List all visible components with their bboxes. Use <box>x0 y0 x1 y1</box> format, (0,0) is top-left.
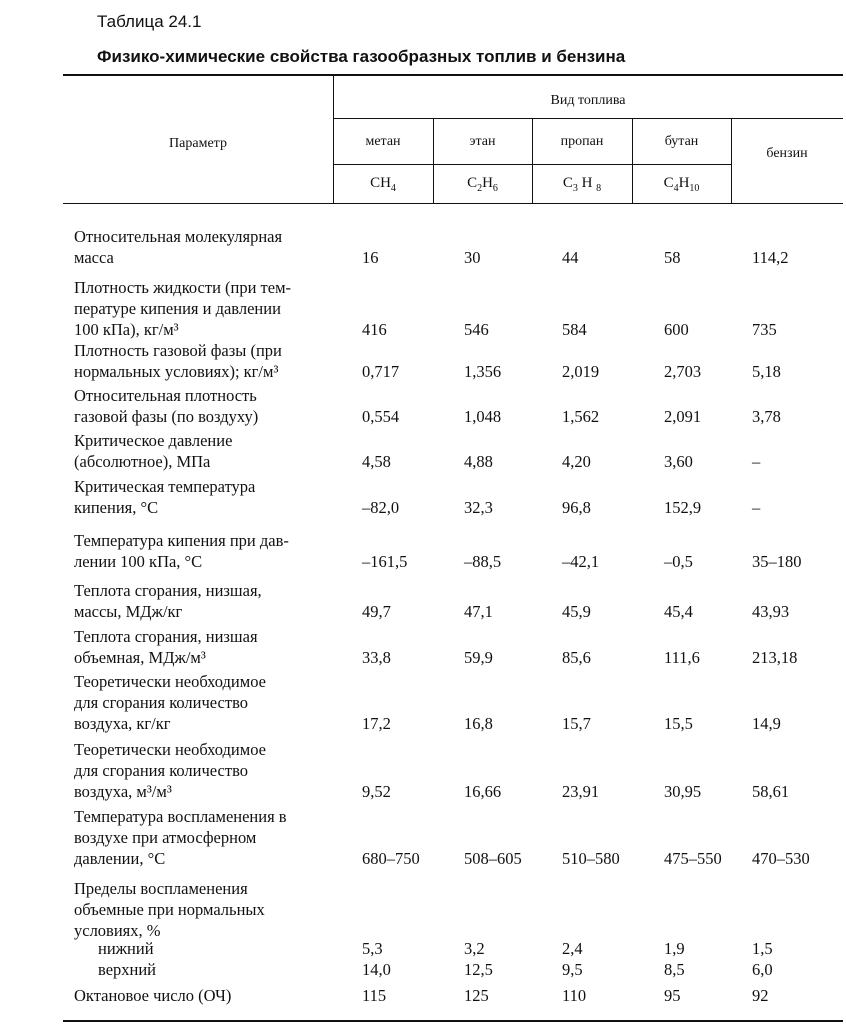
row-parameter-line: Относительная плотность <box>74 386 257 405</box>
row-value: 2,703 <box>664 362 702 381</box>
row-value: 213,18 <box>752 648 798 667</box>
row-parameter-line: Критическая температура <box>74 477 256 496</box>
row-value: 85,6 <box>562 648 591 667</box>
row-parameter-line: Теоретически необходимое <box>74 672 266 691</box>
row-value: –82,0 <box>362 498 400 517</box>
row-value: 6,0 <box>752 960 773 979</box>
row-parameter <box>74 878 344 941</box>
row-value: 58,61 <box>752 782 790 801</box>
row-value: 9,5 <box>562 960 583 979</box>
row-value: 16,8 <box>464 714 493 733</box>
header-fuel-gasoline: бензин <box>766 146 808 161</box>
row-value: 43,93 <box>752 602 790 621</box>
row-value: 1,9 <box>664 939 685 958</box>
row-value: 14,0 <box>362 960 391 979</box>
row-parameter-line: давлении, °С <box>74 849 166 868</box>
row-value: 416 <box>362 320 387 339</box>
row-value: 45,9 <box>562 602 591 621</box>
row-value: 475–550 <box>664 849 722 868</box>
row-value: 1,562 <box>562 407 600 426</box>
row-parameter-line: лении 100 кПа, °С <box>74 552 203 571</box>
row-parameter-line: массы, МДж/кг <box>74 602 183 621</box>
row-value: 3,2 <box>464 939 485 958</box>
row-value: 5,3 <box>362 939 383 958</box>
row-parameter-line: нижний <box>98 939 154 958</box>
row-value: –161,5 <box>362 552 408 571</box>
row-parameter-line: Плотность газовой фазы (при <box>74 341 282 360</box>
row-parameter <box>74 340 344 382</box>
row-parameter-line: Теоретически необходимое <box>74 740 266 759</box>
row-value: –0,5 <box>664 552 693 571</box>
row-parameter <box>74 985 344 1006</box>
row-parameter-line: для сгорания количество <box>74 693 248 712</box>
row-value: 546 <box>464 320 489 339</box>
row-value: 1,5 <box>752 939 773 958</box>
formula-ethane: $C_2H_6$ <box>467 175 498 194</box>
row-parameter-line: объемная, МДж/м³ <box>74 648 206 667</box>
header-divider-fuel-type <box>333 118 843 119</box>
row-value: 45,4 <box>664 602 693 621</box>
row-value: – <box>752 498 761 517</box>
row-value: 49,7 <box>362 602 391 621</box>
row-value: 44 <box>562 248 579 267</box>
row-parameter-line: условиях, % <box>74 921 161 940</box>
row-parameter-line: масса <box>74 248 114 267</box>
row-parameter <box>74 671 344 734</box>
row-value: 152,9 <box>664 498 702 517</box>
row-parameter-line: Теплота сгорания, низшая <box>74 627 258 646</box>
row-value: 15,7 <box>562 714 591 733</box>
row-value: 2,019 <box>562 362 600 381</box>
row-value: 0,554 <box>362 407 400 426</box>
row-value: 470–530 <box>752 849 810 868</box>
row-value: –42,1 <box>562 552 600 571</box>
row-parameter-line: воздухе при атмосферном <box>74 828 257 847</box>
row-parameter-line: Теплота сгорания, низшая, <box>74 581 262 600</box>
row-value: 0,717 <box>362 362 400 381</box>
row-value: 5,18 <box>752 362 781 381</box>
header-fuel-methane: метан <box>365 134 401 149</box>
header-bottom-rule <box>63 203 843 204</box>
header-fuel-butane: бутан <box>664 134 699 149</box>
row-value: 9,52 <box>362 782 391 801</box>
row-value: 1,048 <box>464 407 502 426</box>
row-value: 58 <box>664 248 681 267</box>
header-fuel-type: Вид топлива <box>550 93 626 108</box>
row-value: 735 <box>752 320 777 339</box>
row-parameter <box>74 476 344 518</box>
formula-methane: $CH_4$ <box>370 175 396 194</box>
row-parameter-line: для сгорания количество <box>74 761 248 780</box>
row-parameter-line: кипения, °С <box>74 498 159 517</box>
row-parameter <box>98 938 368 959</box>
row-value: 2,091 <box>664 407 702 426</box>
row-parameter <box>74 226 344 268</box>
row-parameter <box>74 530 344 572</box>
row-parameter-line: Октановое число (ОЧ) <box>74 986 232 1005</box>
row-parameter-line: пературе кипения и давлении <box>74 299 281 318</box>
row-value: 3,78 <box>752 407 781 426</box>
row-value: 2,4 <box>562 939 583 958</box>
row-value: 110 <box>562 986 587 1005</box>
formula-propane: $C_3$ H $_8$ <box>562 175 602 194</box>
row-value: 17,2 <box>362 714 391 733</box>
row-parameter-line: газовой фазы (по воздуху) <box>74 407 259 426</box>
row-value: 680–750 <box>362 849 420 868</box>
row-parameter-line: Пределы воспламенения <box>74 879 248 898</box>
row-parameter-line: верхний <box>98 960 157 979</box>
row-parameter-line: Плотность жидкости (при тем- <box>74 278 292 297</box>
row-parameter <box>74 580 344 622</box>
table-title: Физико-химические свойства газообразных топлив и бензина <box>97 47 626 66</box>
row-value: 16,66 <box>464 782 502 801</box>
row-parameter <box>74 277 344 340</box>
row-value: 510–580 <box>562 849 620 868</box>
row-value: 12,5 <box>464 960 493 979</box>
row-parameter-line: воздуха, м³/м³ <box>74 782 172 801</box>
row-value: 59,9 <box>464 648 493 667</box>
row-value: 4,58 <box>362 452 391 471</box>
row-value: 35–180 <box>752 552 802 571</box>
row-value: 4,20 <box>562 452 591 471</box>
row-value: 95 <box>664 986 681 1005</box>
row-parameter-line: Относительная молекулярная <box>74 227 283 246</box>
row-parameter-line: (абсолютное), МПа <box>74 452 211 471</box>
row-value: 4,88 <box>464 452 493 471</box>
row-parameter-line: воздуха, кг/кг <box>74 714 171 733</box>
row-parameter-line: 100 кПа), кг/м³ <box>74 320 179 339</box>
table-number: Таблица 24.1 <box>97 12 202 31</box>
row-value: 584 <box>562 320 587 339</box>
row-value: 508–605 <box>464 849 522 868</box>
row-parameter <box>98 959 368 980</box>
row-parameter-line: Критическое давление <box>74 431 233 450</box>
row-value: 92 <box>752 986 769 1005</box>
row-value: 14,9 <box>752 714 781 733</box>
row-value: 32,3 <box>464 498 493 517</box>
row-value: 16 <box>362 248 379 267</box>
row-value: 47,1 <box>464 602 493 621</box>
row-value: 33,8 <box>362 648 391 667</box>
row-parameter <box>74 739 344 802</box>
header-fuel-propane: пропан <box>560 134 604 149</box>
row-value: 1,356 <box>464 362 502 381</box>
row-parameter-line: нормальных условиях); кг/м³ <box>74 362 279 381</box>
row-value: 30,95 <box>664 782 702 801</box>
row-parameter <box>74 806 344 869</box>
row-value: 111,6 <box>664 648 700 667</box>
row-value: 125 <box>464 986 489 1005</box>
row-value: – <box>752 452 761 471</box>
row-value: 15,5 <box>664 714 693 733</box>
top-rule <box>63 74 843 76</box>
row-value: 114,2 <box>752 248 789 267</box>
row-value: 3,60 <box>664 452 693 471</box>
row-value: 23,91 <box>562 782 600 801</box>
row-parameter-line: Температура кипения при дав- <box>74 531 289 550</box>
row-parameter-line: Температура воспламенения в <box>74 807 287 826</box>
formula-butane: $C_4H_{10}$ <box>663 175 700 194</box>
header-param: Параметр <box>169 136 227 151</box>
row-value: 8,5 <box>664 960 685 979</box>
row-value: –88,5 <box>464 552 502 571</box>
header-fuel-ethane: этан <box>469 134 496 149</box>
bottom-rule <box>63 1020 843 1022</box>
row-value: 30 <box>464 248 481 267</box>
row-value: 96,8 <box>562 498 591 517</box>
row-parameter <box>74 385 344 427</box>
row-parameter <box>74 430 344 472</box>
row-value: 115 <box>362 986 387 1005</box>
row-parameter-line: объемные при нормальных <box>74 900 265 919</box>
row-parameter <box>74 626 344 668</box>
row-value: 600 <box>664 320 689 339</box>
